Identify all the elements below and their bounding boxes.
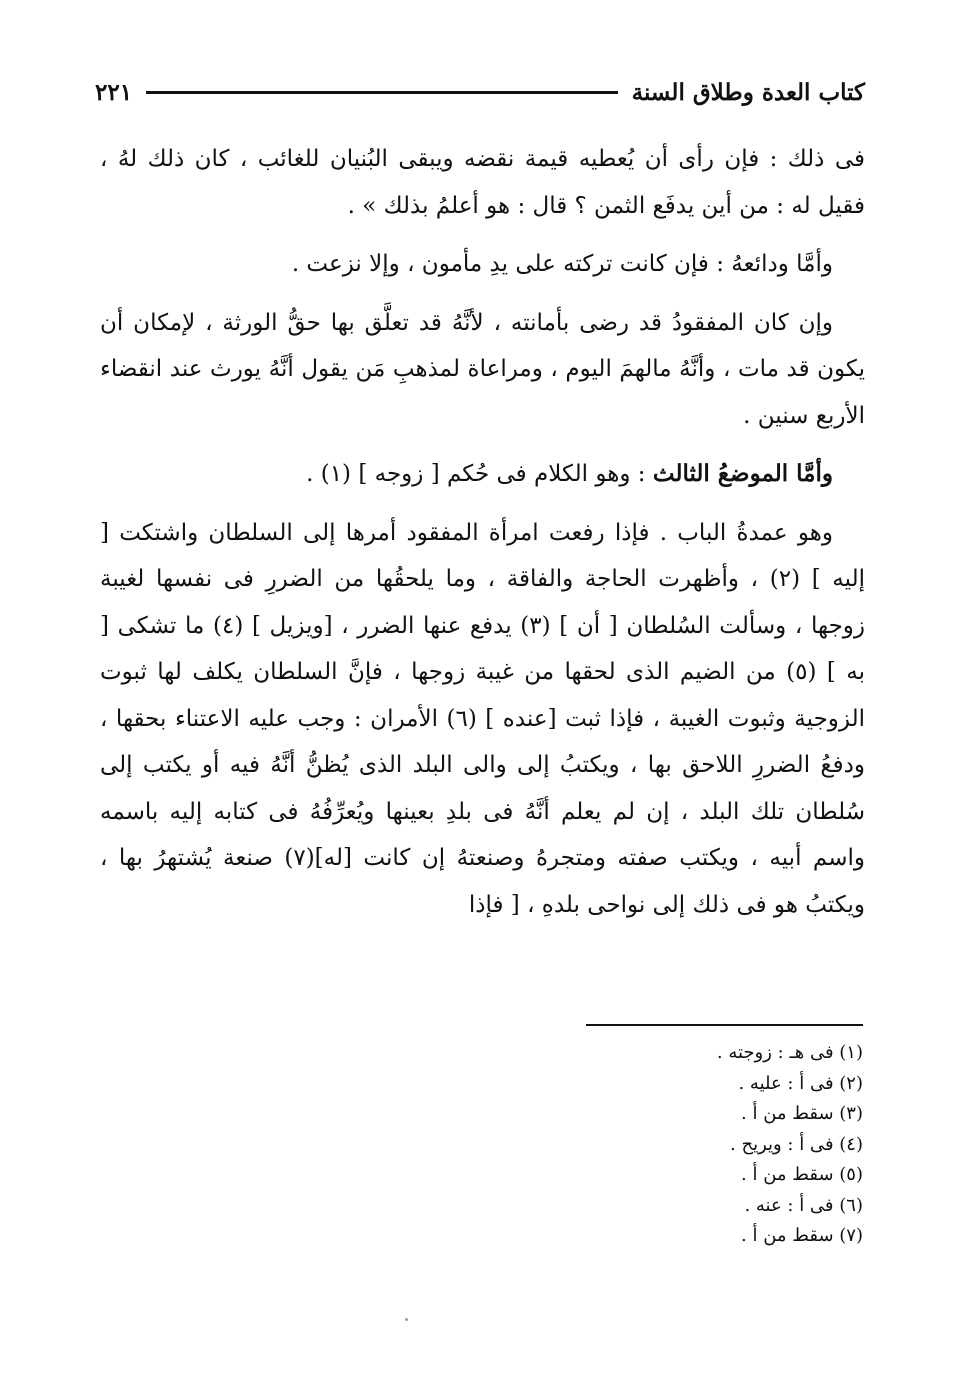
footnote: (٦) فى أ : عنه .	[744, 1194, 863, 1216]
footnote: (٤) فى أ : ويريح .	[730, 1133, 863, 1155]
section-text: : وهو الكلام فى حُكم [ زوجه ] (١) .	[306, 461, 653, 487]
footnote: (٢) فى أ : عليه .	[738, 1072, 863, 1094]
scan-speck	[405, 1318, 408, 1321]
page-number: ٢٢١	[95, 78, 133, 106]
paragraph: فى ذلك : فإن رأى أن يُعطيه قيمة نقضه ويبقى البُنيان للغائب ، كان ذلك لهُ ، فقيل له : من أين يدفَع الثمن ؟ قال : هو أعلمُ بذلك » .	[100, 146, 865, 219]
footnotes	[500, 1038, 863, 1252]
page-header	[95, 72, 865, 112]
paragraph: وأمَّا ودائعهُ : فإن كانت تركته على يدِ مأمون ، وإلا نزعت .	[291, 251, 833, 277]
footnote: (١) فى هـ : زوجته .	[716, 1042, 863, 1063]
footnote-rule	[586, 1024, 863, 1026]
footnote: (٧) سقط من أ .	[741, 1225, 863, 1246]
footnote: (٣) سقط من أ .	[741, 1103, 863, 1124]
paragraph: وهو عمدةُ الباب . فإذا رفعت امرأة المفقود أمرها إلى السلطان واشتكت [ إليه ] (٢) ، وأظهرت الحاجة والفاقة ، وما يلحقُها من الضررِ فى نفسها لغيبة زوجها ، وسألت السُلطان [ أن ] (٣) يدفع عنها الضرر ، [ويزيل ] (٤) ما تشكى [ به ] (٥) من الضيم الذى لحقها من غيبة زوجها ، فإنَّ السلطان يكلف لها ثبوت الزوجية وثبوت الغيبة ، فإذا ثبت [عنده ] (٦) الأمران : وجب عليه الاعتناء بحقها ، ودفعُ الضررِ اللاحق بها ، ويكتبُ إلى والى البلد الذى يُظنُّ أنَّهُ فيه أو يكتب إلى سُلطان تلك البلد ، إن لم يعلم أنَّهُ فى بلدِ بعينها ويُعرِّفُهُ فى كتابه إليه باسمه واسم أبيه ، ويكتب صفته ومتجرهُ وصنعتهُ إن كانت [له](٧) صنعة يُشتهرُ بها ، ويكتبُ هو فى ذلك إلى نواحى بلدهِ ، [ فإذا	[100, 519, 866, 918]
body-text	[100, 136, 865, 940]
section-paragraph	[100, 451, 865, 498]
footnote: (٥) سقط من أ .	[741, 1164, 863, 1185]
header-rule	[146, 91, 618, 94]
paragraph: وإن كان المفقودُ قد رضى بأمانته ، لأنَّهُ قد تعلَّق بها حقُّ الورثة ، لإمكان أن يكون قد مات ، وأنَّهُ مالهمَ اليوم ، ومراعاة لمذهبِ مَن يقول أنَّهُ يورث عند انقضاء الأربع سنين .	[100, 309, 865, 429]
running-title: كتاب العدة وطلاق السنة	[631, 78, 865, 106]
section-heading: وأمَّا الموضعُ الثالث	[652, 460, 833, 487]
